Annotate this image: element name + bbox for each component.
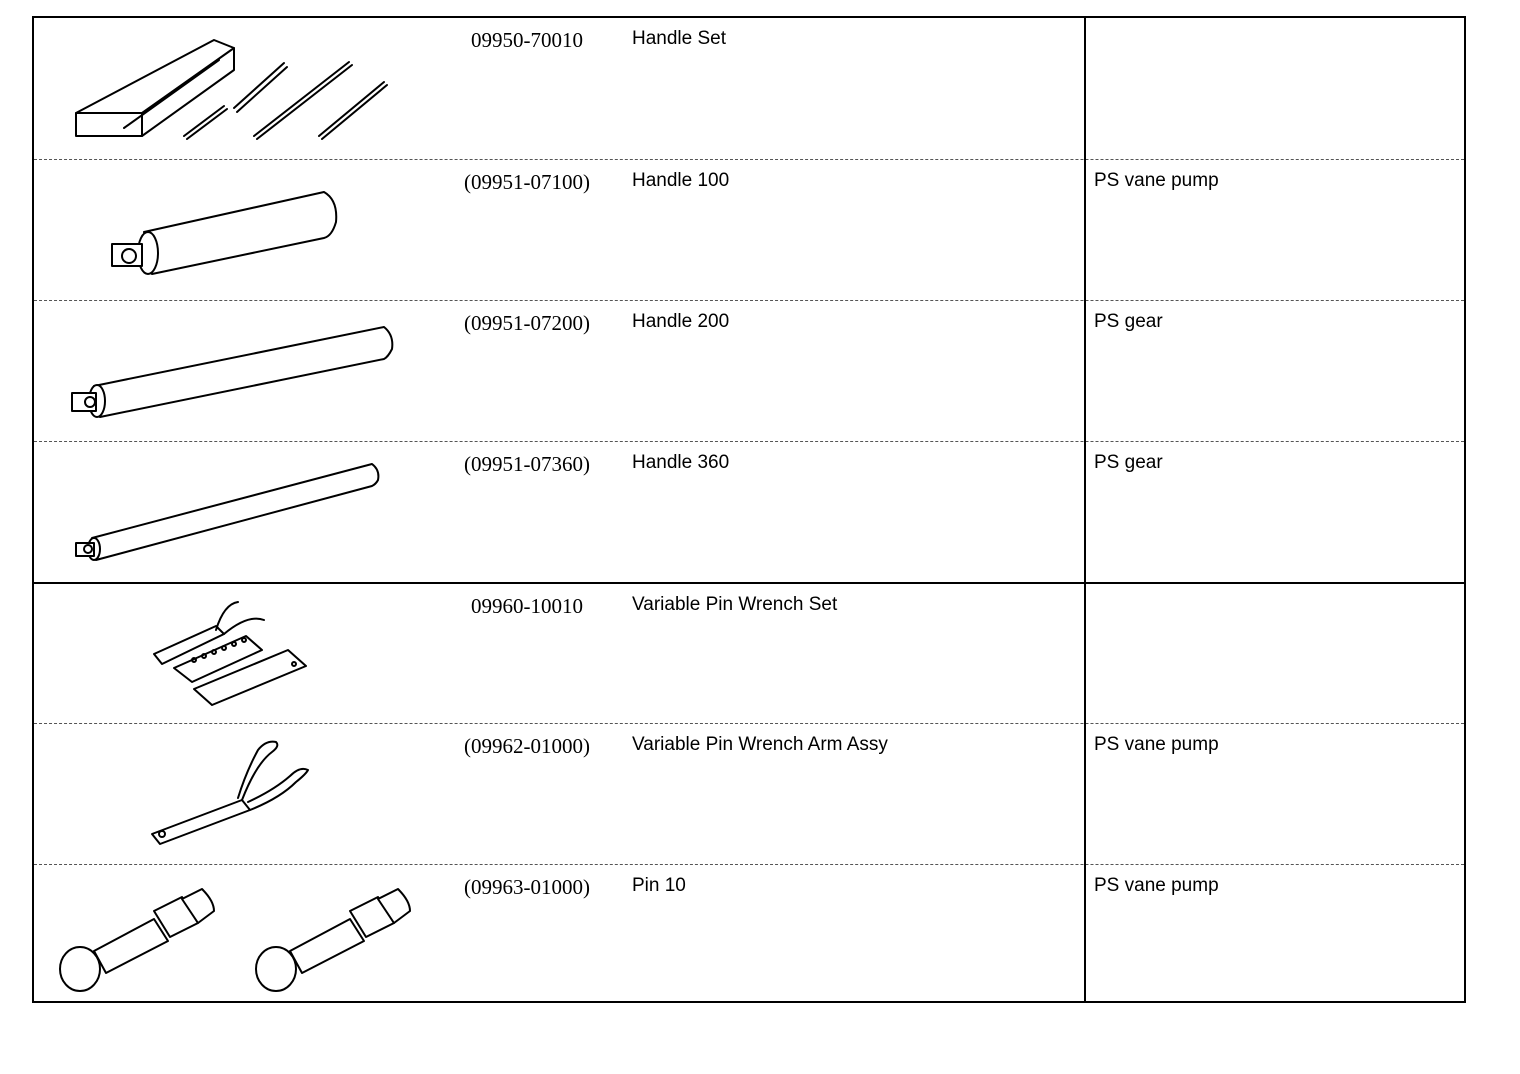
pin-wrench-arm-illustration	[34, 724, 434, 865]
part-number: (09962-01000)	[464, 734, 590, 758]
tool-name: Handle 100	[632, 170, 730, 191]
tool-name: Handle 200	[632, 311, 730, 332]
tool-usage: PS gear	[1094, 311, 1163, 332]
handle-set-illustration	[34, 18, 434, 159]
tool-name: Handle Set	[632, 28, 727, 49]
pin-wrench-set-illustration	[34, 584, 434, 725]
tool-usage: PS gear	[1094, 452, 1163, 473]
tool-name: Handle 360	[632, 452, 730, 473]
tool-usage: PS vane pump	[1094, 875, 1219, 896]
tool-name: Variable Pin Wrench Arm Assy	[632, 734, 888, 755]
tool-row-pin-10	[34, 864, 1464, 1005]
tool-row-handle-set	[34, 18, 1464, 159]
part-number: 09950-70010	[471, 28, 583, 52]
tool-row-handle-100	[34, 159, 1464, 300]
tool-row-variable-pin-wrench-arm-assy	[34, 723, 1464, 864]
part-number: (09951-07360)	[464, 452, 590, 476]
tool-usage: PS vane pump	[1094, 734, 1219, 755]
part-number: (09951-07100)	[464, 170, 590, 194]
column-divider	[1084, 18, 1086, 1001]
tool-row-handle-200	[34, 300, 1464, 441]
special-service-tools-table	[32, 16, 1466, 1003]
handle-360-illustration	[34, 442, 434, 583]
pin-left	[60, 889, 214, 991]
tool-name: Variable Pin Wrench Set	[632, 594, 838, 615]
part-number: 09960-10010	[471, 594, 583, 618]
handle-100-illustration	[34, 160, 434, 301]
pin-right	[256, 889, 410, 991]
handle-200-illustration	[34, 301, 434, 442]
pins-pair-illustration	[34, 865, 434, 1006]
tool-row-handle-360	[34, 441, 1464, 582]
tool-row-variable-pin-wrench-set	[34, 582, 1464, 723]
tool-usage: PS vane pump	[1094, 170, 1219, 191]
tool-name: Pin 10	[632, 875, 686, 896]
part-number: (09951-07200)	[464, 311, 590, 335]
part-number: (09963-01000)	[464, 875, 590, 899]
